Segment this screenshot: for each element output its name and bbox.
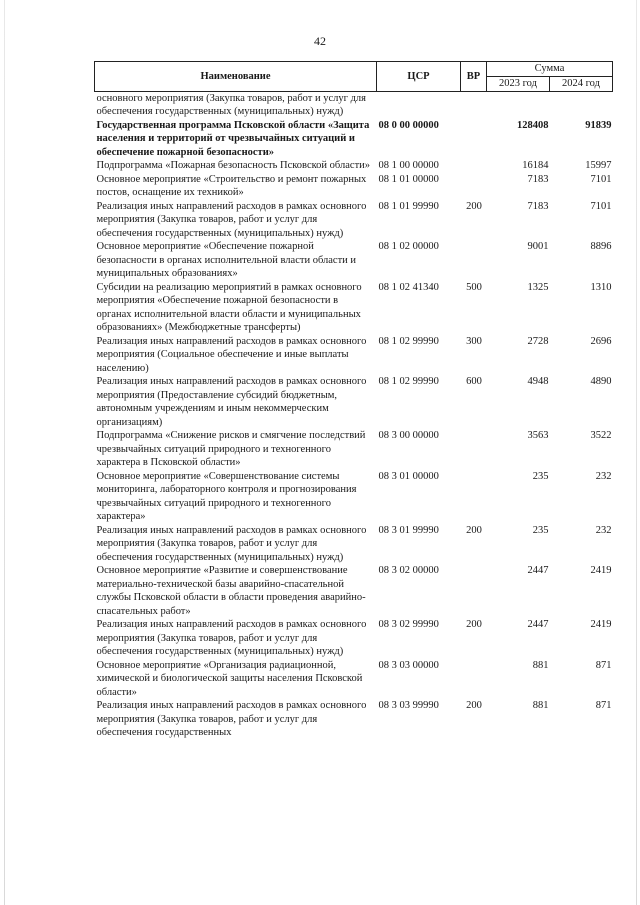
row-vr-code: 200	[466, 700, 482, 711]
row-csr-code: 08 3 03 99990	[378, 700, 439, 711]
row-vr-code: 300	[466, 335, 482, 347]
budget-table	[94, 61, 613, 740]
row-sum-2023: 881	[532, 659, 549, 671]
row-sum-2024: 2696	[590, 335, 612, 347]
row-name: Основное мероприятие «Организация радиационной, химической и биологической защиты населения Псковской области»	[96, 659, 363, 698]
header-vr: ВР	[461, 62, 487, 92]
row-name: Подпрограмма «Снижение рисков и смягчение последствий чрезвычайных ситуаций природного и техногенного характера в Псковской области»	[96, 430, 366, 468]
row-sum-2023: 2728	[527, 335, 549, 347]
table-row	[95, 564, 613, 618]
page-number: 42	[314, 34, 326, 48]
row-name: Основное мероприятие «Развитие и совершенствование материально-технической базы аварийно-спасательной службы Псковской области в области проведения аварийно-спасательных работ»	[96, 565, 366, 617]
table-row	[95, 470, 613, 524]
header-sum: Сумма	[487, 62, 613, 77]
table-row	[95, 240, 613, 281]
header-name: Наименование	[95, 62, 377, 92]
row-vr-code	[461, 470, 487, 524]
row-sum-2023: 9001	[527, 241, 549, 252]
row-vr-code	[461, 159, 487, 173]
row-vr-code: 600	[466, 376, 482, 387]
table-row	[95, 659, 613, 700]
row-csr-code: 08 1 01 00000	[378, 173, 439, 185]
table-row	[95, 119, 613, 160]
row-csr-code: 08 1 02 41340	[378, 281, 439, 293]
table-row	[95, 699, 613, 740]
row-sum-2024: 7101	[590, 173, 612, 185]
row-sum-2024: 871	[595, 700, 612, 711]
row-sum-2023	[487, 91, 550, 119]
row-sum-2024: 232	[595, 470, 612, 482]
row-name: Основное мероприятие «Строительство и ремонт пожарных постов, оснащение их техникой»	[96, 173, 367, 198]
row-csr-code: 08 1 02 99990	[378, 376, 439, 387]
row-sum-2023: 4948	[527, 376, 549, 387]
row-name: Реализация иных направлений расходов в рамках основного мероприятия (Закупка товаров, работ и услуг для обеспечения государственных (муниципальных) нужд)	[96, 524, 367, 563]
row-csr-code: 08 3 00 00000	[378, 430, 439, 441]
row-name: Основное мероприятие «Совершенствование системы мониторинга, лабораторного контроля и прогнозирования чрезвычайных ситуаций природного и техногенного характера»	[96, 470, 357, 522]
table-row	[95, 281, 613, 335]
table-row	[95, 618, 613, 659]
row-vr-code: 200	[466, 524, 482, 536]
row-csr-code	[377, 91, 461, 119]
table-header	[95, 62, 613, 92]
row-name: Основное мероприятие «Обеспечение пожарной безопасности в органах исполнительной власти области и муниципальных образованиях»	[96, 241, 357, 279]
scan-edge-right	[636, 0, 637, 905]
row-sum-2023: 881	[532, 700, 549, 711]
row-name: Подпрограмма «Пожарная безопасность Псковской области»	[96, 160, 371, 171]
row-sum-2023: 235	[532, 470, 549, 482]
row-vr-code: 200	[466, 200, 482, 212]
row-sum-2023: 2447	[527, 565, 549, 576]
row-csr-code: 08 1 01 99990	[378, 200, 439, 212]
table-row	[95, 429, 613, 470]
row-name: Реализация иных направлений расходов в рамках основного мероприятия (Предоставление субсидий бюджетным, автономным учреждениям и иным некоммерческим организациям)	[96, 376, 367, 428]
row-sum-2023: 1325	[527, 281, 549, 293]
table-row	[95, 335, 613, 376]
row-sum-2024: 871	[595, 659, 612, 671]
row-sum-2023: 16184	[522, 160, 549, 171]
row-vr-code: 200	[466, 619, 482, 630]
row-sum-2024: 232	[595, 524, 612, 536]
row-sum-2024: 7101	[590, 200, 612, 212]
row-csr-code: 08 3 02 99990	[378, 619, 439, 630]
row-name: Государственная программа Псковской области «Защита населения и территорий от чрезвычайных ситуаций и обеспечение пожарной безопасности»	[96, 119, 370, 158]
row-vr-code	[461, 659, 487, 700]
row-sum-2023: 235	[532, 524, 549, 536]
row-name: Реализация иных направлений расходов в рамках основного мероприятия (Социальное обеспечение и иные выплаты населению)	[96, 335, 367, 374]
table-row	[95, 159, 613, 173]
row-name: основного мероприятия (Закупка товаров, работ и услуг для обеспечения государственных (муниципальных) нужд)	[96, 92, 366, 117]
table-body	[95, 91, 613, 740]
row-vr-code	[461, 240, 487, 281]
row-sum-2024: 15997	[585, 160, 612, 171]
row-csr-code: 08 1 02 99990	[378, 335, 439, 347]
row-name: Реализация иных направлений расходов в рамках основного мероприятия (Закупка товаров, работ и услуг для обеспечения государственных (муниципальных) нужд)	[96, 200, 367, 239]
row-sum-2023: 7183	[527, 173, 549, 185]
row-sum-2023: 128408	[517, 119, 549, 131]
row-vr-code: 500	[466, 281, 482, 293]
row-sum-2024: 3522	[590, 430, 612, 441]
row-csr-code: 08 3 01 99990	[378, 524, 439, 536]
row-sum-2024: 8896	[590, 241, 612, 252]
row-name: Субсидии на реализацию мероприятий в рамках основного мероприятия «Обеспечение пожарной безопасности в органах исполнительной власти области и муниципальных образованиях» (Межбюджетные трансферты)	[96, 281, 362, 333]
row-vr-code	[461, 564, 487, 618]
row-csr-code: 08 1 02 00000	[378, 241, 439, 252]
row-vr-code	[461, 429, 487, 470]
row-sum-2024: 91839	[585, 119, 612, 131]
row-csr-code: 08 0 00 00000	[378, 119, 439, 131]
row-sum-2024: 4890	[590, 376, 612, 387]
row-name: Реализация иных направлений расходов в рамках основного мероприятия (Закупка товаров, работ и услуг для обеспечения государственных	[96, 700, 367, 738]
row-sum-2023: 2447	[527, 619, 549, 630]
row-vr-code	[461, 119, 487, 160]
table-row	[95, 91, 613, 119]
row-csr-code: 08 3 03 00000	[378, 659, 439, 671]
row-vr-code	[461, 173, 487, 200]
row-sum-2024: 2419	[590, 619, 612, 630]
row-csr-code: 08 3 02 00000	[378, 565, 439, 576]
header-csr: ЦСР	[377, 62, 461, 92]
header-year-2023: 2023 год	[487, 76, 550, 91]
row-sum-2023: 3563	[527, 430, 549, 441]
table-row	[95, 524, 613, 565]
row-csr-code: 08 3 01 00000	[378, 470, 439, 482]
row-sum-2024: 1310	[590, 281, 612, 293]
scan-edge-left	[4, 0, 5, 905]
row-csr-code: 08 1 00 00000	[378, 160, 439, 171]
row-sum-2024: 2419	[590, 565, 612, 576]
row-sum-2023: 7183	[527, 200, 549, 212]
table-row	[95, 200, 613, 241]
row-name: Реализация иных направлений расходов в рамках основного мероприятия (Закупка товаров, работ и услуг для обеспечения государственных (муниципальных) нужд)	[96, 619, 367, 657]
table-row	[95, 375, 613, 429]
header-year-2024: 2024 год	[550, 76, 613, 91]
row-vr-code	[461, 91, 487, 119]
row-sum-2024	[550, 91, 613, 119]
table-row	[95, 173, 613, 200]
